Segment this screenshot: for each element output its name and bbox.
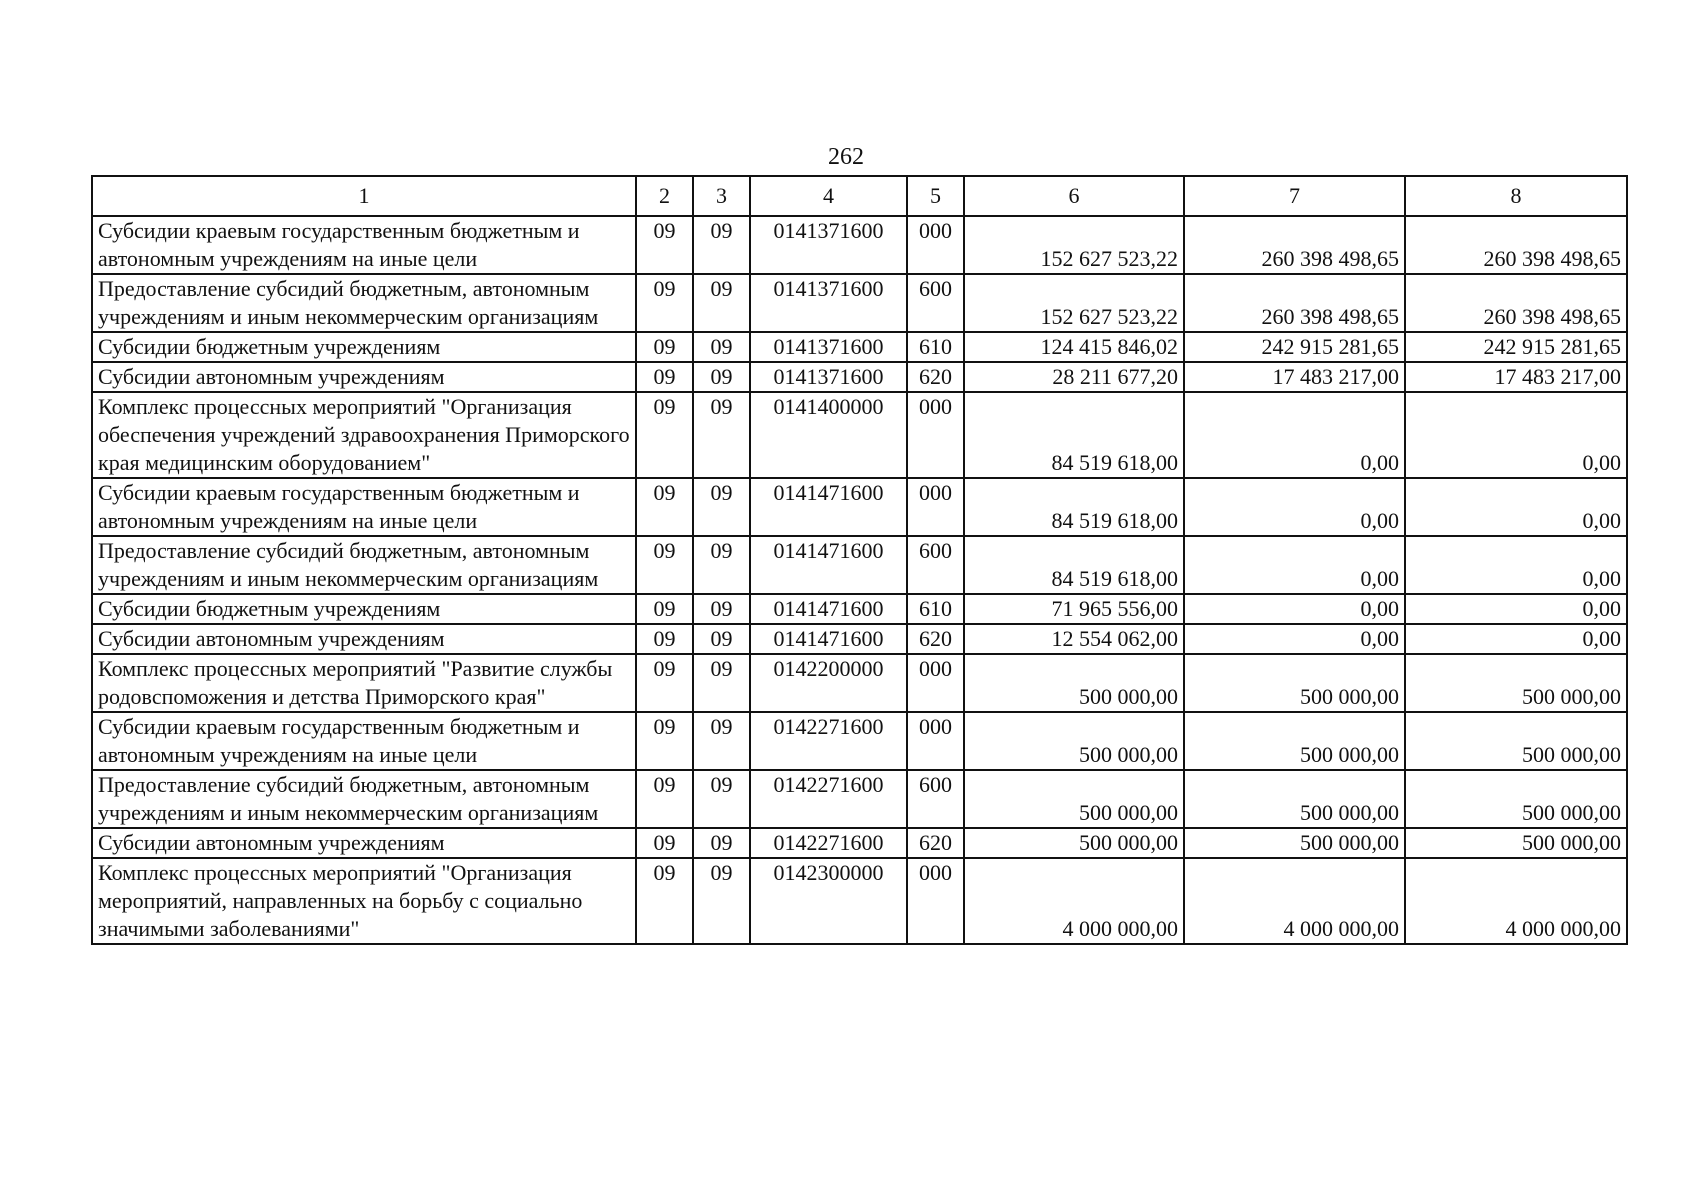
row-name: Комплекс процессных мероприятий "Организация обеспечения учреждений здравоохранения Приморского края медицинским оборудованием" (92, 392, 636, 478)
header-row (92, 176, 1627, 216)
row-target-code: 0142271600 (750, 712, 907, 770)
table-row (92, 712, 1627, 770)
header-col-4: 4 (750, 176, 907, 216)
row-section: 09 (636, 828, 693, 858)
row-amount-6: 84 519 618,00 (964, 536, 1184, 594)
row-expense-type: 610 (907, 332, 964, 362)
row-subsection: 09 (693, 858, 750, 944)
row-amount-8: 500 000,00 (1405, 828, 1627, 858)
row-subsection: 09 (693, 624, 750, 654)
table-row (92, 594, 1627, 624)
row-amount-8: 500 000,00 (1405, 712, 1627, 770)
row-amount-6: 71 965 556,00 (964, 594, 1184, 624)
row-subsection: 09 (693, 712, 750, 770)
row-name: Субсидии краевым государственным бюджетным и автономным учреждениям на иные цели (92, 478, 636, 536)
row-subsection: 09 (693, 274, 750, 332)
row-target-code: 0142200000 (750, 654, 907, 712)
row-section: 09 (636, 216, 693, 274)
row-subsection: 09 (693, 536, 750, 594)
row-target-code: 0141371600 (750, 216, 907, 274)
row-amount-8: 0,00 (1405, 594, 1627, 624)
table-row (92, 362, 1627, 392)
row-name: Субсидии бюджетным учреждениям (92, 594, 636, 624)
row-amount-7: 242 915 281,65 (1184, 332, 1405, 362)
row-expense-type: 000 (907, 478, 964, 536)
row-name: Субсидии краевым государственным бюджетным и автономным учреждениям на иные цели (92, 216, 636, 274)
row-amount-7: 0,00 (1184, 624, 1405, 654)
row-amount-8: 0,00 (1405, 478, 1627, 536)
row-amount-6: 500 000,00 (964, 712, 1184, 770)
row-amount-7: 260 398 498,65 (1184, 216, 1405, 274)
row-target-code: 0141471600 (750, 536, 907, 594)
table-row (92, 216, 1627, 274)
row-subsection: 09 (693, 770, 750, 828)
row-amount-8: 500 000,00 (1405, 770, 1627, 828)
table-row (92, 478, 1627, 536)
row-name: Субсидии бюджетным учреждениям (92, 332, 636, 362)
row-target-code: 0141471600 (750, 594, 907, 624)
row-target-code: 0142300000 (750, 858, 907, 944)
row-section: 09 (636, 770, 693, 828)
row-target-code: 0141371600 (750, 362, 907, 392)
row-amount-7: 0,00 (1184, 594, 1405, 624)
row-section: 09 (636, 654, 693, 712)
row-expense-type: 000 (907, 654, 964, 712)
row-subsection: 09 (693, 594, 750, 624)
header-col-5: 5 (907, 176, 964, 216)
row-section: 09 (636, 478, 693, 536)
row-subsection: 09 (693, 478, 750, 536)
row-section: 09 (636, 594, 693, 624)
row-section: 09 (636, 274, 693, 332)
row-name: Субсидии краевым государственным бюджетным и автономным учреждениям на иные цели (92, 712, 636, 770)
row-amount-7: 500 000,00 (1184, 712, 1405, 770)
header-col-2: 2 (636, 176, 693, 216)
table-row (92, 536, 1627, 594)
row-amount-6: 4 000 000,00 (964, 858, 1184, 944)
row-name: Предоставление субсидий бюджетным, автономным учреждениям и иным некоммерческим организациям (92, 274, 636, 332)
row-amount-8: 4 000 000,00 (1405, 858, 1627, 944)
row-amount-6: 12 554 062,00 (964, 624, 1184, 654)
row-section: 09 (636, 332, 693, 362)
table-row (92, 858, 1627, 944)
row-section: 09 (636, 362, 693, 392)
row-expense-type: 620 (907, 624, 964, 654)
row-name: Субсидии автономным учреждениям (92, 624, 636, 654)
row-amount-7: 17 483 217,00 (1184, 362, 1405, 392)
row-subsection: 09 (693, 654, 750, 712)
row-amount-6: 152 627 523,22 (964, 274, 1184, 332)
row-section: 09 (636, 712, 693, 770)
header-col-7: 7 (1184, 176, 1405, 216)
table-row (92, 332, 1627, 362)
header-col-1: 1 (92, 176, 636, 216)
row-amount-7: 500 000,00 (1184, 770, 1405, 828)
row-expense-type: 000 (907, 712, 964, 770)
row-expense-type: 000 (907, 216, 964, 274)
row-subsection: 09 (693, 392, 750, 478)
row-subsection: 09 (693, 216, 750, 274)
row-expense-type: 000 (907, 392, 964, 478)
row-amount-8: 500 000,00 (1405, 654, 1627, 712)
row-amount-7: 4 000 000,00 (1184, 858, 1405, 944)
row-subsection: 09 (693, 362, 750, 392)
row-name: Предоставление субсидий бюджетным, автономным учреждениям и иным некоммерческим организациям (92, 770, 636, 828)
row-section: 09 (636, 624, 693, 654)
row-amount-8: 260 398 498,65 (1405, 274, 1627, 332)
row-expense-type: 620 (907, 828, 964, 858)
table-row (92, 624, 1627, 654)
table-row (92, 392, 1627, 478)
row-amount-8: 17 483 217,00 (1405, 362, 1627, 392)
row-amount-7: 260 398 498,65 (1184, 274, 1405, 332)
row-expense-type: 610 (907, 594, 964, 624)
row-section: 09 (636, 392, 693, 478)
header-col-6: 6 (964, 176, 1184, 216)
row-name: Комплекс процессных мероприятий "Организация мероприятий, направленных на борьбу с социально значимыми заболеваниями" (92, 858, 636, 944)
row-name: Комплекс процессных мероприятий "Развитие службы родовспоможения и детства Приморского края" (92, 654, 636, 712)
table-row (92, 274, 1627, 332)
row-target-code: 0142271600 (750, 828, 907, 858)
row-amount-6: 500 000,00 (964, 770, 1184, 828)
row-amount-6: 28 211 677,20 (964, 362, 1184, 392)
row-amount-8: 0,00 (1405, 392, 1627, 478)
row-amount-7: 500 000,00 (1184, 828, 1405, 858)
row-expense-type: 000 (907, 858, 964, 944)
row-amount-7: 0,00 (1184, 536, 1405, 594)
header-col-8: 8 (1405, 176, 1627, 216)
row-target-code: 0141371600 (750, 332, 907, 362)
row-amount-6: 84 519 618,00 (964, 478, 1184, 536)
row-amount-6: 124 415 846,02 (964, 332, 1184, 362)
row-target-code: 0141471600 (750, 624, 907, 654)
row-amount-6: 152 627 523,22 (964, 216, 1184, 274)
row-amount-6: 500 000,00 (964, 828, 1184, 858)
row-name: Субсидии автономным учреждениям (92, 828, 636, 858)
page-number: 262 (828, 144, 864, 170)
row-amount-7: 500 000,00 (1184, 654, 1405, 712)
row-target-code: 0141471600 (750, 478, 907, 536)
row-subsection: 09 (693, 332, 750, 362)
row-amount-7: 0,00 (1184, 392, 1405, 478)
row-expense-type: 600 (907, 274, 964, 332)
row-amount-7: 0,00 (1184, 478, 1405, 536)
row-section: 09 (636, 858, 693, 944)
table-row (92, 770, 1627, 828)
table-row (92, 828, 1627, 858)
row-expense-type: 600 (907, 770, 964, 828)
header-col-3: 3 (693, 176, 750, 216)
row-amount-6: 84 519 618,00 (964, 392, 1184, 478)
row-amount-8: 0,00 (1405, 624, 1627, 654)
row-name: Предоставление субсидий бюджетным, автономным учреждениям и иным некоммерческим организациям (92, 536, 636, 594)
row-target-code: 0141371600 (750, 274, 907, 332)
table-row (92, 654, 1627, 712)
row-amount-8: 242 915 281,65 (1405, 332, 1627, 362)
row-expense-type: 620 (907, 362, 964, 392)
row-expense-type: 600 (907, 536, 964, 594)
row-section: 09 (636, 536, 693, 594)
budget-table (91, 175, 1628, 945)
row-subsection: 09 (693, 828, 750, 858)
row-target-code: 0142271600 (750, 770, 907, 828)
row-name: Субсидии автономным учреждениям (92, 362, 636, 392)
row-amount-8: 0,00 (1405, 536, 1627, 594)
row-amount-6: 500 000,00 (964, 654, 1184, 712)
row-amount-8: 260 398 498,65 (1405, 216, 1627, 274)
row-target-code: 0141400000 (750, 392, 907, 478)
